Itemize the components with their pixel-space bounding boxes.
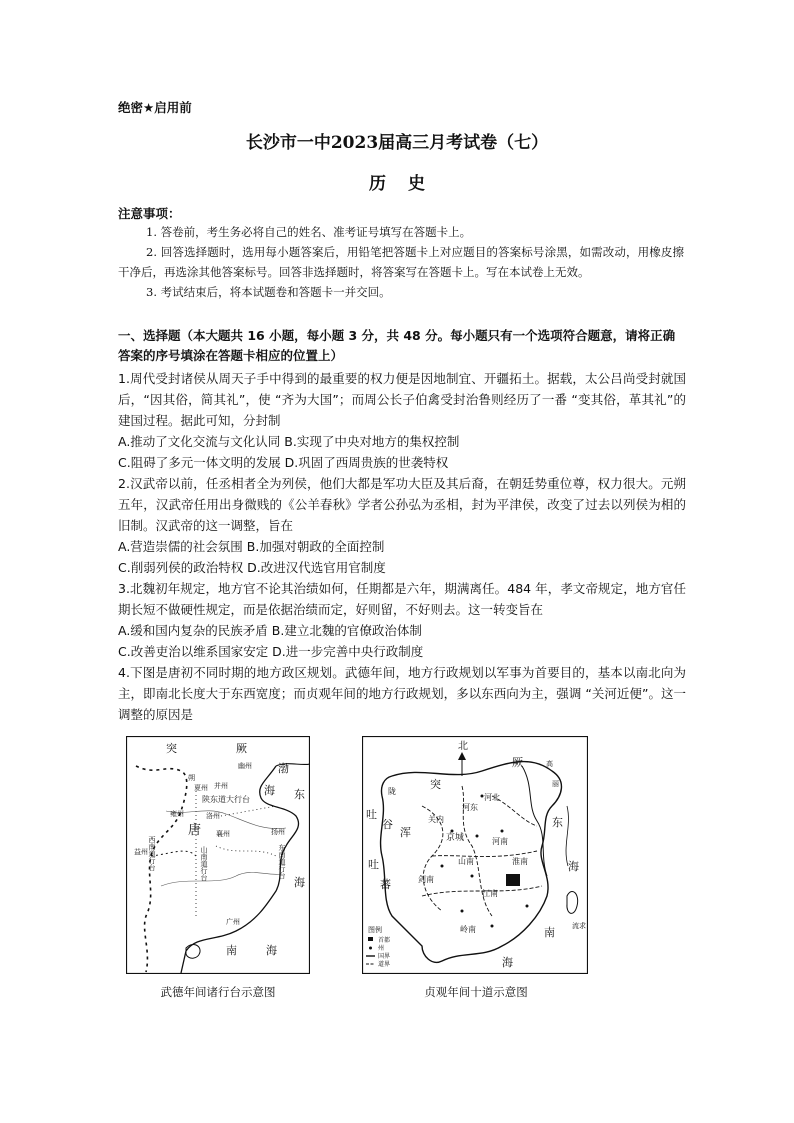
map-label: 谷 — [382, 818, 393, 831]
map-label: 洛州 — [206, 812, 220, 820]
map-label: 厥 — [236, 742, 247, 755]
map-label: 河南 — [492, 837, 508, 846]
map-label: 南 — [226, 944, 237, 957]
legend-title: 图例 — [368, 926, 382, 934]
map-label: 蕃 — [380, 878, 391, 891]
map-label: 流求 — [572, 922, 586, 930]
question-stem: 4.下图是唐初不同时期的地方政区规划。武德年间，地方行政规划以军事为首要目的，基本以南北向为主，即南北长度大于东西宽度；而贞观年间的地方行政规划，多以东西向为主，强调 “关河近便”。这一调整的原因是 — [118, 665, 686, 722]
map-label: 北 — [458, 741, 468, 752]
confidential-label: 绝密★启用前 — [118, 100, 192, 115]
subject-title: 历史 — [369, 174, 447, 194]
map-label: 京城 — [446, 833, 465, 843]
notice-list — [118, 222, 684, 302]
question-option: A.缓和国内复杂的民族矛盾 B.建立北魏的官僚政治体制 — [118, 623, 422, 638]
map-label: 剑南 — [418, 875, 434, 884]
map-label: 山南道行台 — [200, 846, 208, 881]
map-label: 南 — [544, 926, 555, 939]
map-label: 高 — [546, 760, 553, 768]
question-option: C.削弱列侯的政治特权 D.改进汉代选官用官制度 — [118, 560, 386, 575]
map-label: 益州 — [134, 848, 148, 856]
question-option: C.改善吏治以维系国家安定 D.进一步完善中央行政制度 — [118, 644, 424, 659]
map-label: 东 — [294, 788, 305, 801]
question-option: A.营造崇儒的社会氛围 B.加强对朝政的全面控制 — [118, 539, 385, 554]
question-stem: 1.周代受封诸侯从周天子手中得到的最重要的权力便是因地制宜、开疆拓土。据载，太公吕尚受封就国后，“因其俗，简其礼”，使 “齐为大国”；而周公长子伯禽受封治鲁则经历了一番 “变其俗，革其礼”的建国过程。据此可知，分封制 — [118, 371, 686, 428]
map-label: 关内 — [428, 815, 444, 824]
map-label: 陕东道大行台 — [202, 795, 250, 804]
legend-label: 首都 — [378, 937, 391, 944]
question-option: A.推动了文化交流与文化认同 B.实现了中央对地方的集权控制 — [118, 434, 460, 449]
figure-area — [118, 736, 594, 1006]
question-stem: 3.北魏初年规定，地方官不论其治绩如何，任期都是六年，期满离任。484 年，孝文帝规定，地方官任期长短不做硬性规定，而是依据治绩而定，好则留，不好则去。这一转变旨在 — [118, 581, 686, 617]
notice-heading: 注意事项： — [118, 206, 181, 221]
map-label: 丽 — [552, 780, 559, 788]
question-stem: 2.汉武帝以前，任丞相者全为列侯，他们大都是军功大臣及其后裔，在朝廷势重位尊，权力很大。元朔五年，汉武帝任用出身微贱的《公羊春秋》学者公孙弘为丞相，封为平津侯，改变了过去以列侯为相的旧制。汉武帝的这一调整，旨在 — [118, 476, 686, 533]
map-label: 吐 — [368, 858, 379, 871]
question-option: C.阻碍了多元一体文明的发展 D.巩固了西周贵族的世袭特权 — [118, 455, 449, 470]
map-label: 襄州 — [216, 830, 230, 838]
map-label: 东南道行台 — [278, 844, 286, 879]
map-label: 江南 — [482, 889, 498, 898]
map-label: 岭南 — [460, 925, 476, 934]
map-label: 唐 — [188, 823, 202, 838]
map-label: 东 — [552, 816, 563, 829]
notice-item: 3. 考试结束后，将本试题卷和答题卡一并交回。 — [146, 285, 391, 299]
zhenguan-map — [362, 736, 588, 974]
notice-item: 2. 回答选择题时，选用每小题答案后，用铅笔把答题卡上对应题目的答案标号涂黑，如需改动，用橡皮擦干净后，再选涂其他答案标号。回答非选择题时，将答案写在答题卡上。写在本试卷上无效。 — [118, 245, 684, 279]
map-label: 广州 — [226, 918, 240, 926]
figure-caption-left: 武德年间诸行台示意图 — [160, 985, 276, 999]
map-label: 西南道行台 — [148, 836, 156, 871]
map-label: 河东 — [462, 803, 478, 812]
map-label: 海 — [568, 860, 579, 873]
legend-label: 道界 — [378, 961, 391, 968]
map-label: 海 — [502, 956, 513, 969]
map-label: 陇 — [388, 787, 396, 796]
map-label: 海 — [294, 876, 305, 889]
map-label: 突 — [166, 742, 177, 755]
map-label: 河北 — [484, 793, 500, 802]
map-label: 山南 — [458, 857, 474, 866]
legend-label: 国界 — [378, 953, 391, 960]
wude-map — [126, 736, 310, 974]
map-label: 朔 — [188, 774, 195, 782]
section-heading: 一、选择题（本大题共 16 小题，每小题 3 分，共 48 分。每小题只有一个选项符合题意，请将正确答案的序号填涂在答题卡相应的位置上） — [118, 328, 676, 363]
map-label: 渤 — [278, 762, 289, 775]
map-label: 淮南 — [512, 857, 528, 866]
map-label: 厥 — [512, 756, 523, 769]
exam-title: 长沙市一中2023届高三月考试卷（七） — [245, 133, 549, 153]
map-label: 幽州 — [238, 762, 252, 770]
notice-item: 1. 答卷前，考生务必将自己的姓名、准考证号填写在答题卡上。 — [146, 225, 472, 239]
map-label: 吐 — [366, 808, 377, 821]
legend-label: 州 — [378, 945, 385, 952]
question-list — [118, 368, 686, 725]
map-label: 海 — [266, 944, 277, 957]
map-label: 雍州 — [170, 810, 184, 818]
map-label: 扬州 — [271, 828, 285, 836]
map-label: 海 — [264, 784, 275, 797]
figure-caption-right: 贞观年间十道示意图 — [424, 985, 528, 999]
map-label: 突 — [430, 778, 441, 791]
map-label: 浑 — [400, 826, 411, 839]
map-label: 夏州 — [194, 784, 208, 792]
map-label: 并州 — [214, 782, 228, 790]
